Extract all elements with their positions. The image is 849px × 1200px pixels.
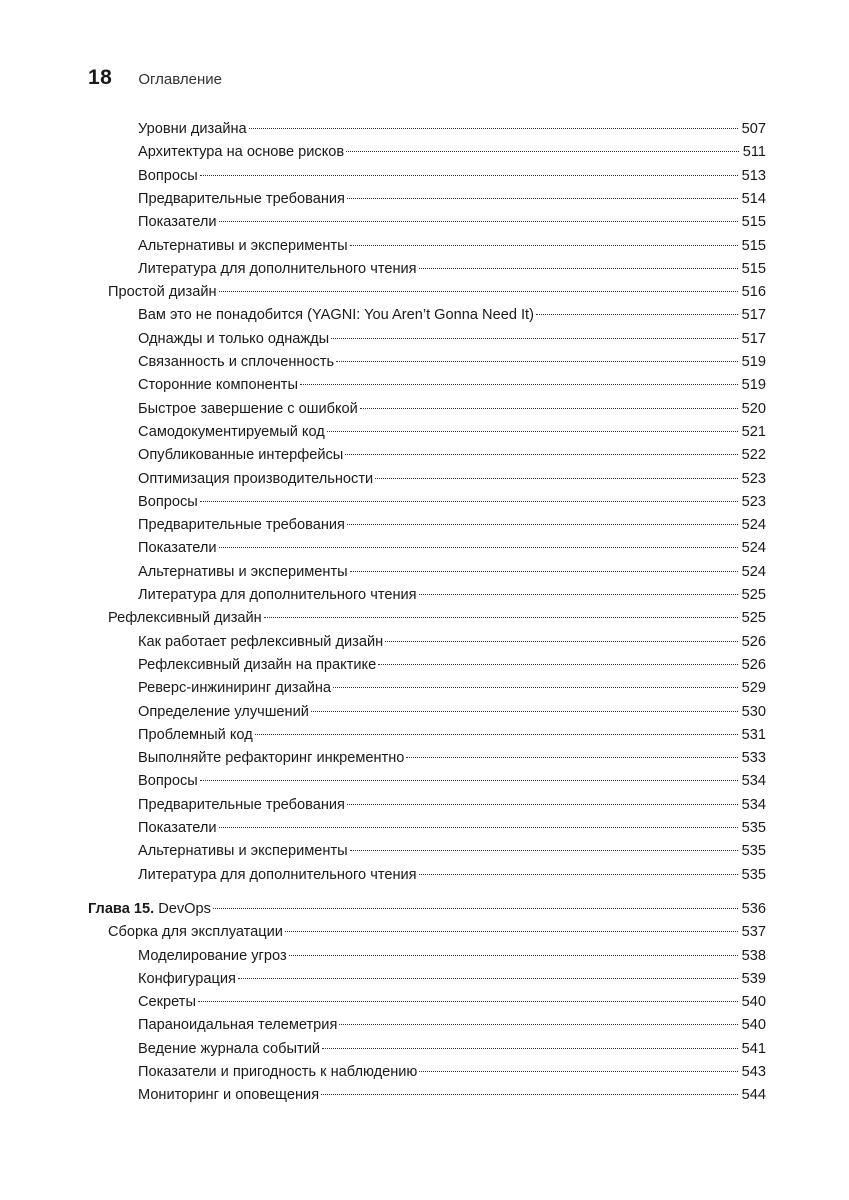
toc-entry-text: Как работает рефлексивный дизайн [138, 633, 384, 650]
toc-subsection-entry[interactable] [138, 584, 766, 607]
toc-entry-text: Предварительные требования [138, 796, 345, 813]
toc-page-number: 524 [741, 563, 766, 580]
toc-page-number: 529 [741, 680, 766, 697]
toc-entry-title [138, 165, 199, 188]
toc-page-number: 520 [741, 400, 766, 417]
toc-entry-text: Рефлексивный дизайн [108, 610, 262, 627]
toc-entry-text: Показатели [138, 540, 217, 557]
toc-entry-text: Предварительные требования [138, 190, 345, 207]
toc-page-number: 515 [741, 214, 766, 231]
toc-entry-title [138, 141, 345, 164]
chapter-number: Глава 15. [88, 900, 155, 917]
toc-entry-title [138, 421, 326, 444]
toc-entry-title [138, 1061, 418, 1084]
toc-entry-title [138, 188, 346, 211]
toc-subsection-entry[interactable] [138, 701, 766, 724]
toc-entry-title [138, 1084, 320, 1107]
dot-leader [346, 151, 739, 152]
page-header [88, 66, 222, 90]
toc-entry-text: Опубликованные интерфейсы [138, 447, 344, 464]
toc-entry-text: DevOps [158, 900, 211, 917]
toc-subsection-entry[interactable] [138, 491, 766, 514]
toc-entry-title [138, 1038, 321, 1061]
dot-leader [419, 594, 738, 595]
toc-entry-text: Предварительные требования [138, 517, 345, 534]
toc-entry-title [138, 328, 330, 351]
toc-page-number: 543 [741, 1064, 766, 1080]
toc-entry-text: Вопросы [138, 167, 198, 184]
toc-entry-title [138, 235, 349, 258]
toc-subsection-entry[interactable] [138, 724, 766, 747]
toc-entry-title [138, 770, 199, 793]
dot-leader [200, 780, 738, 781]
toc-entry-text: Вопросы [138, 773, 198, 790]
toc-subsection-entry[interactable] [138, 118, 766, 141]
toc-entry-title [108, 281, 218, 304]
toc-entry-title [138, 561, 349, 584]
dot-leader [200, 175, 738, 176]
toc-entry-title [138, 677, 332, 700]
toc-page-number: 535 [741, 820, 766, 836]
toc-entry-title [138, 374, 299, 397]
toc-page-number: 524 [741, 517, 766, 534]
toc-page-number: 515 [741, 237, 766, 254]
toc-page-number: 524 [741, 540, 766, 557]
toc-page-number: 517 [741, 330, 766, 347]
dot-leader [198, 1001, 738, 1002]
toc-page-number: 526 [741, 633, 766, 650]
toc-entry-text: Быстрое завершение с ошибкой [138, 400, 358, 417]
toc-subsection-entry[interactable] [138, 141, 766, 164]
dot-leader [385, 641, 737, 642]
toc-section-entry[interactable] [108, 607, 766, 630]
toc-page-number: 541 [741, 1040, 766, 1057]
toc-page-number: 513 [741, 167, 766, 184]
dot-leader [331, 338, 737, 339]
toc-page-number: 544 [741, 1087, 766, 1104]
toc-entry-title [108, 921, 284, 944]
toc-page-number: 535 [741, 866, 766, 883]
toc-entry-title [138, 444, 344, 467]
dot-leader [419, 268, 738, 269]
toc-entry-text: Показатели и пригодность к наблюдению [138, 1064, 418, 1080]
toc-page-number: 523 [741, 470, 766, 487]
toc-entry-text: Показатели [138, 214, 217, 231]
toc-subsection-entry[interactable] [138, 840, 766, 863]
toc-entry-text: Секреты [138, 994, 196, 1011]
toc-entry-title [138, 724, 254, 747]
toc-subsection-entry[interactable] [138, 537, 766, 560]
toc-entry-text: Альтернативы и эксперименты [138, 843, 348, 860]
toc-entry-title [138, 817, 218, 840]
toc-page-number: 535 [741, 843, 766, 860]
toc-page-number: 534 [741, 773, 766, 790]
toc-entry-title [138, 537, 218, 560]
dot-leader [347, 198, 738, 199]
dot-leader [219, 827, 738, 828]
toc-subsection-entry[interactable] [138, 258, 766, 281]
dot-leader [419, 1071, 737, 1072]
toc-entry-title [138, 794, 346, 817]
dot-leader [406, 757, 737, 758]
toc-subsection-entry[interactable] [138, 968, 766, 991]
toc-entry-text: Однажды и только однажды [138, 330, 330, 347]
toc-entry-text: Альтернативы и эксперименты [138, 563, 348, 580]
toc-page-number: 526 [741, 656, 766, 673]
dot-leader [300, 384, 738, 385]
toc-entry-title [108, 607, 263, 630]
toc-entry-title [138, 747, 405, 770]
toc-entry-title [138, 514, 346, 537]
toc-subsection-entry[interactable] [138, 421, 766, 444]
dot-leader [219, 221, 738, 222]
toc-entry-text: Связанность и сплоченность [138, 354, 335, 370]
toc-subsection-entry[interactable] [138, 188, 766, 211]
toc-page-number: 519 [741, 377, 766, 394]
toc-page-number: 507 [741, 121, 766, 137]
toc-entry-title [138, 968, 237, 991]
dot-leader [213, 908, 738, 909]
dot-leader [350, 245, 738, 246]
toc-entry-text: Литература для дополнительного чтения [138, 260, 417, 277]
dot-leader [327, 431, 738, 432]
toc-page-number: 515 [741, 260, 766, 277]
toc-entry-text: Выполняйте рефакторинг инкрементно [138, 750, 405, 767]
toc-entry-text: Проблемный код [138, 726, 253, 743]
toc-entry-title [138, 584, 418, 607]
toc-section-entry[interactable] [108, 921, 766, 944]
toc-page-number: 530 [741, 703, 766, 720]
toc-subsection-entry[interactable] [138, 654, 766, 677]
toc-entry-text: Сторонние компоненты [138, 377, 298, 394]
toc-page-number: 540 [741, 1017, 766, 1034]
dot-leader [336, 361, 738, 362]
toc-subsection-entry[interactable] [138, 514, 766, 537]
toc-subsection-entry[interactable] [138, 631, 766, 654]
toc-entry-title [138, 258, 418, 281]
toc-entry-text: Сборка для эксплуатации [108, 924, 283, 941]
toc-page-number: 534 [741, 796, 766, 813]
toc-entry-title [138, 398, 359, 421]
toc-entry-text: Ведение журнала событий [138, 1040, 320, 1057]
toc-subsection-entry[interactable] [138, 747, 766, 770]
running-title: Оглавление [138, 71, 222, 88]
dot-leader [289, 955, 738, 956]
toc-subsection-entry[interactable] [138, 1038, 766, 1061]
toc-subsection-entry[interactable] [138, 817, 766, 840]
dot-leader [219, 547, 738, 548]
toc-subsection-entry[interactable] [138, 235, 766, 258]
toc-chapter-entry[interactable] [88, 898, 766, 921]
dot-leader [375, 478, 737, 479]
toc-subsection-entry[interactable] [138, 398, 766, 421]
toc-page-number: 538 [741, 947, 766, 964]
dot-leader [255, 734, 738, 735]
toc-entry-text: Оптимизация производительности [138, 470, 374, 487]
toc-entry-title [138, 945, 288, 968]
toc-subsection-entry[interactable] [138, 945, 766, 968]
dot-leader [350, 571, 738, 572]
toc-page-number: 519 [741, 354, 766, 370]
toc-entry-text: Моделирование угроз [138, 947, 287, 964]
toc-subsection-entry[interactable] [138, 165, 766, 188]
toc-entry-title [138, 840, 349, 863]
toc-entry-text: Литература для дополнительного чтения [138, 866, 417, 883]
toc-subsection-entry[interactable] [138, 1061, 766, 1084]
toc-entry-title [138, 304, 535, 327]
toc-subsection-entry[interactable] [138, 374, 766, 397]
dot-leader [360, 408, 738, 409]
toc-page-number: 523 [741, 493, 766, 510]
toc-entry-title [138, 351, 335, 374]
toc-entry-title [138, 991, 197, 1014]
toc-subsection-entry[interactable] [138, 1014, 766, 1037]
dot-leader [350, 850, 738, 851]
toc-entry-text: Конфигурация [138, 970, 236, 987]
toc-entry-text: Показатели [138, 820, 217, 836]
dot-leader [347, 524, 738, 525]
toc-entry-text: Вопросы [138, 493, 198, 510]
toc-entry-text: Определение улучшений [138, 703, 309, 720]
toc-entry-title [138, 864, 418, 887]
dot-leader [345, 454, 737, 455]
dot-leader [264, 617, 738, 618]
toc-entry-title [138, 631, 384, 654]
toc-page-number: 533 [741, 750, 766, 767]
toc-entry-text: Вам это не понадобится (YAGNI: You Aren’t Gonna Need It) [138, 307, 534, 324]
toc-subsection-entry[interactable] [138, 991, 766, 1014]
toc-subsection-entry[interactable] [138, 304, 766, 327]
toc-entry-text: Параноидальная телеметрия [138, 1017, 338, 1034]
toc-entry-text: Самодокументируемый код [138, 423, 325, 440]
toc-subsection-entry[interactable] [138, 351, 766, 374]
toc-entry-title [138, 654, 377, 677]
toc-entry-title [138, 118, 248, 141]
toc-page-number: 521 [741, 423, 766, 440]
toc-subsection-entry[interactable] [138, 561, 766, 584]
toc-page-number: 540 [741, 994, 766, 1011]
toc-subsection-entry[interactable] [138, 468, 766, 491]
toc-page-number: 525 [741, 610, 766, 627]
dot-leader [419, 874, 738, 875]
toc-entry-text: Альтернативы и эксперименты [138, 237, 348, 254]
dot-leader [339, 1024, 737, 1025]
page-number: 18 [88, 66, 113, 89]
toc-subsection-entry[interactable] [138, 794, 766, 817]
dot-leader [333, 687, 738, 688]
toc-page-number: 537 [741, 924, 766, 941]
dot-leader [219, 291, 738, 292]
toc-entry-title [138, 701, 310, 724]
toc-subsection-entry[interactable] [138, 1084, 766, 1107]
toc-entry-title [138, 468, 374, 491]
toc-entry-text: Реверс-инжиниринг дизайна [138, 680, 332, 697]
toc-entry-text: Простой дизайн [108, 284, 217, 301]
toc-page-number: 511 [742, 144, 766, 161]
toc-page-number: 525 [741, 587, 766, 603]
toc-entry-title [138, 211, 218, 234]
toc-entry-title [138, 1014, 338, 1037]
toc-page-number: 517 [741, 307, 766, 324]
toc-page-number: 531 [741, 726, 766, 743]
dot-leader [347, 804, 738, 805]
dot-leader [285, 931, 738, 932]
dot-leader [321, 1094, 738, 1095]
toc-subsection-entry[interactable] [138, 444, 766, 467]
toc-entry-text: Рефлексивный дизайн на практике [138, 656, 377, 673]
toc-section-entry[interactable] [108, 281, 766, 304]
toc-entry-text: Уровни дизайна [138, 121, 247, 137]
dot-leader [249, 128, 738, 129]
toc-page-number: 522 [741, 447, 766, 464]
dot-leader [378, 664, 737, 665]
toc-page-number: 516 [741, 284, 766, 301]
toc-subsection-entry[interactable] [138, 864, 766, 887]
toc-subsection-entry[interactable] [138, 677, 766, 700]
dot-leader [311, 711, 738, 712]
toc-subsection-entry[interactable] [138, 770, 766, 793]
toc-entry-title [88, 898, 212, 921]
toc-entry-title [138, 491, 199, 514]
toc-page-number: 539 [741, 970, 766, 987]
toc-entry-text: Литература для дополнительного чтения [138, 587, 417, 603]
toc-entry-text: Мониторинг и оповещения [138, 1087, 320, 1104]
toc-entry-text: Архитектура на основе рисков [138, 144, 345, 161]
toc-page-number: 536 [741, 900, 766, 917]
dot-leader [200, 501, 738, 502]
toc-subsection-entry[interactable] [138, 328, 766, 351]
toc-page-number: 514 [741, 190, 766, 207]
toc-subsection-entry[interactable] [138, 211, 766, 234]
dot-leader [536, 314, 738, 315]
dot-leader [322, 1048, 738, 1049]
dot-leader [238, 978, 738, 979]
